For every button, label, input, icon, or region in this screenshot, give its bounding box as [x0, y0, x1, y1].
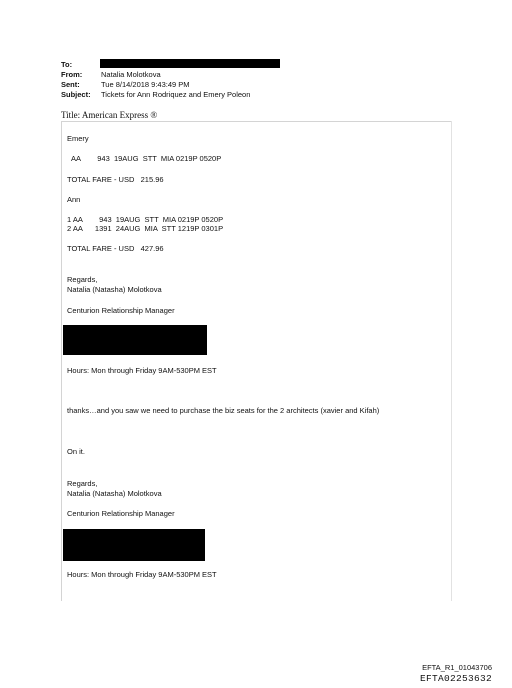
- from-label: From:: [61, 70, 83, 79]
- hours-2: Hours: Mon through Friday 9AM-530PM EST: [67, 570, 217, 579]
- to-label: To:: [61, 60, 73, 69]
- frame-left-border: [61, 121, 62, 601]
- from-value: Natalia Molotkova: [101, 70, 161, 79]
- regards-2: Regards,: [67, 479, 98, 488]
- sent-label: Sent:: [61, 80, 80, 89]
- emery-name: Emery: [67, 134, 89, 143]
- subject-label: Subject:: [61, 90, 91, 99]
- frame-top-border: [61, 121, 451, 122]
- hours-1: Hours: Mon through Friday 9AM-530PM EST: [67, 366, 217, 375]
- signer-2: Natalia (Natasha) Molotkova: [67, 489, 162, 498]
- ann-flight-1: 1 AA 943 19AUG STT MIA 0219P 0520P: [67, 215, 224, 224]
- redacted-block-2: [63, 529, 205, 561]
- redacted-recipient: [100, 59, 280, 68]
- regards-1: Regards,: [67, 275, 98, 284]
- signer-1: Natalia (Natasha) Molotkova: [67, 285, 162, 294]
- ann-name: Ann: [67, 195, 81, 204]
- reply-text: thanks…and you saw we need to purchase the biz seats for the 2 architects (xavier and Kifah): [67, 406, 380, 415]
- emery-flight: AA 943 19AUG STT MIA 0219P 0520P: [71, 154, 222, 163]
- bates-number-2: EFTA02253632: [419, 673, 492, 684]
- sent-value: Tue 8/14/2018 9:43:49 PM: [101, 80, 190, 89]
- on-it-text: On it.: [67, 447, 85, 456]
- emery-total-fare: TOTAL FARE - USD 215.96: [67, 175, 164, 184]
- subject-value: Tickets for Ann Rodriquez and Emery Poleon: [101, 90, 251, 99]
- bates-number-1: EFTA_R1_01043706: [422, 663, 492, 672]
- role-1: Centurion Relationship Manager: [67, 306, 175, 315]
- frame-right-border: [451, 121, 452, 601]
- redacted-block-1: [63, 325, 207, 355]
- document-title: Title: American Express ®: [61, 110, 158, 120]
- ann-flight-2: 2 AA 1391 24AUG MIA STT 1219P 0301P: [67, 224, 224, 233]
- role-2: Centurion Relationship Manager: [67, 509, 175, 518]
- ann-total-fare: TOTAL FARE - USD 427.96: [67, 244, 164, 253]
